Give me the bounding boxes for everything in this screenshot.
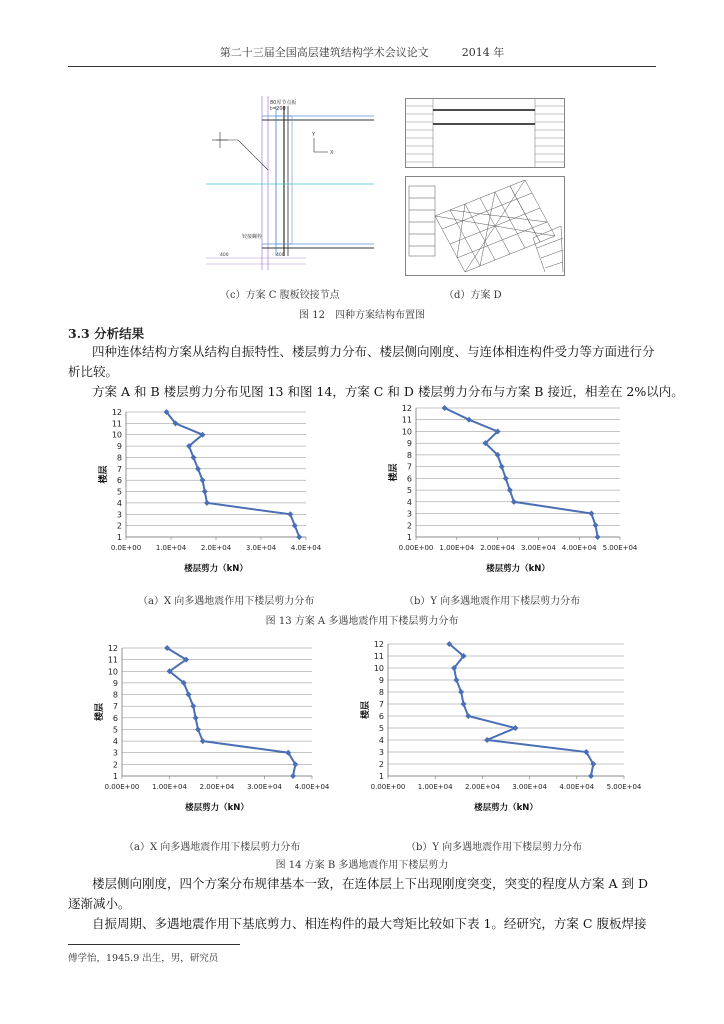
data-point (511, 499, 517, 505)
x-tick-label: 3.0E+04 (245, 544, 277, 552)
y-axis-title: 楼层 (361, 700, 371, 720)
y-tick-label: 8 (406, 450, 412, 460)
detail-label-thickness: t=200 (270, 106, 286, 112)
y-tick-label: 4 (378, 736, 384, 745)
fig12d-elevation-drawing (405, 98, 565, 168)
fig14-sub-a: （a）X 向多遇地震作用下楼层剪力分布 (124, 842, 301, 853)
x-axis-title: 楼层剪力（kN） (185, 803, 249, 813)
x-tick-label: 2.0E+04 (200, 544, 232, 552)
fig13-sub-a: （a）X 向多遇地震作用下楼层剪力分布 (138, 596, 315, 607)
data-point (503, 475, 509, 481)
x-tick-label: 4.00E+04 (294, 783, 330, 791)
y-tick-label: 10 (107, 667, 118, 677)
data-point (195, 466, 201, 472)
x-tick-label: 2.00E+04 (199, 783, 235, 791)
y-tick-label: 9 (378, 676, 384, 685)
paragraph-3: 楼层侧向刚度，四个方案分布规律基本一致，在连体层上下出现刚度突变，突变的程度从方案 A 到 D 逐渐减小。 (68, 876, 648, 911)
data-point (453, 677, 459, 683)
footnote: 傅学怡，1945.9 出生，男，研究员 (68, 953, 219, 964)
y-tick-label: 1 (112, 772, 118, 781)
y-tick-label: 11 (107, 655, 118, 665)
x-tick-label: 1.00E+04 (152, 783, 187, 791)
y-tick-label: 2 (112, 760, 118, 770)
y-tick-label: 12 (373, 640, 384, 649)
y-axis-title: 楼层 (99, 465, 109, 484)
y-tick-label: 12 (107, 644, 118, 653)
y-tick-label: 2 (378, 760, 384, 769)
x-tick-label: 2.00E+04 (480, 544, 515, 552)
y-tick-label: 5 (378, 724, 384, 733)
y-tick-label: 5 (406, 486, 412, 496)
header-rule (68, 66, 656, 67)
paragraph-4: 自振周期、多遇地震作用下基底剪力、相连构件的最大弯矩比较如下表 1。经研究，方案 C 腹板焊接 (92, 916, 647, 931)
y-tick-label: 1 (378, 772, 384, 781)
x-tick-label: 3.00E+04 (512, 783, 547, 791)
y-axis-title: 楼层 (95, 702, 105, 722)
y-tick-label: 6 (112, 713, 118, 723)
data-point (588, 511, 594, 517)
data-point (186, 692, 192, 698)
fig14b-chart (362, 636, 652, 818)
data-point (200, 477, 206, 483)
y-tick-label: 4 (112, 737, 118, 747)
data-point (461, 701, 467, 707)
data-point (458, 689, 464, 695)
y-tick-label: 3 (378, 748, 384, 757)
fig13a-chart (92, 402, 352, 580)
y-axis-title: 楼层 (389, 463, 399, 482)
fig12-sub-d: （d）方案 D (444, 290, 502, 301)
data-point (507, 487, 513, 493)
x-tick-label: 1.00E+04 (439, 544, 475, 552)
y-tick-label: 10 (111, 430, 122, 440)
y-tick-label: 10 (373, 664, 384, 673)
x-tick-label: 4.0E+04 (290, 544, 322, 552)
fig14-caption: 图 14 方案 B 多遇地震作用下楼层剪力 (275, 860, 449, 871)
data-point (593, 522, 599, 528)
series-line (449, 644, 593, 776)
y-tick-label: 1 (406, 533, 412, 542)
x-axis-title: 楼层剪力（kN） (184, 564, 248, 574)
y-tick-label: 12 (111, 408, 122, 417)
detail-label-bolt: 铰接螺栓 (242, 234, 263, 240)
data-point (290, 773, 296, 779)
x-tick-label: 5.00E+04 (606, 783, 642, 791)
y-tick-label: 1 (116, 533, 122, 542)
detail-dim-2: 400 (276, 253, 285, 258)
y-tick-label: 5 (112, 725, 118, 735)
y-tick-label: 7 (406, 462, 412, 472)
y-tick-label: 6 (116, 476, 122, 486)
data-point (499, 464, 505, 470)
fig12d-truss-drawing (405, 176, 565, 276)
fig14-sub-b: （b）Y 向多遇地震作用下楼层剪力分布 (406, 842, 583, 853)
x-tick-label: 2.00E+04 (465, 783, 500, 791)
x-axis-title: 楼层剪力（kN） (474, 803, 538, 813)
x-tick-label: 4.00E+04 (559, 783, 595, 791)
data-point (588, 773, 594, 779)
series-line (445, 408, 598, 537)
fig13-caption: 图 13 方案 A 多遇地震作用下楼层剪力分布 (265, 616, 459, 627)
y-tick-label: 6 (406, 474, 412, 484)
y-tick-label: 3 (406, 509, 412, 519)
data-point (595, 534, 601, 540)
y-tick-label: 11 (373, 652, 384, 661)
data-point (442, 405, 448, 411)
x-tick-label: 0.00E+00 (104, 783, 140, 791)
axis-x-label: X (330, 150, 334, 156)
y-tick-label: 3 (112, 748, 118, 758)
data-point (465, 713, 471, 719)
y-tick-label: 11 (111, 419, 122, 429)
data-point (287, 511, 293, 517)
data-point (191, 454, 197, 460)
y-tick-label: 7 (112, 702, 118, 712)
fig12-sub-c: （c）方案 C 腹板铰接节点 (220, 290, 340, 301)
x-tick-label: 4.00E+04 (561, 544, 597, 552)
x-tick-label: 3.00E+04 (247, 783, 282, 791)
paragraph-1: 四种连体结构方案从结构自振特性、楼层剪力分布、楼层侧向刚度、与连体相连构件受力等方面进行分析比较。 (68, 344, 655, 379)
x-tick-label: 5.00E+04 (602, 544, 638, 552)
x-tick-label: 3.00E+04 (521, 544, 556, 552)
data-point (512, 725, 518, 731)
y-tick-label: 5 (116, 487, 122, 497)
data-point (202, 489, 208, 495)
y-tick-label: 4 (406, 497, 412, 507)
y-tick-label: 9 (116, 442, 122, 452)
data-point (195, 726, 201, 732)
series-line (167, 412, 300, 537)
y-tick-label: 6 (378, 712, 384, 721)
running-header: 第二十三届全国高层建筑结构学术会议论文 2014 年 (219, 46, 505, 59)
y-tick-label: 10 (401, 427, 412, 437)
series-line (167, 648, 295, 776)
y-tick-label: 7 (116, 464, 122, 474)
y-tick-label: 11 (401, 415, 412, 425)
y-tick-label: 4 (116, 498, 122, 508)
fig14a-chart (80, 636, 352, 818)
data-point (200, 738, 206, 744)
x-tick-label: 1.0E+04 (155, 544, 187, 552)
section-heading (68, 324, 144, 342)
paragraph-2: 方案 A 和 B 楼层剪力分布见图 13 和图 14，方案 C 和 D 楼层剪力分布与方案 B 接近，相差在 2%以内。 (92, 384, 684, 399)
y-tick-label: 3 (116, 510, 122, 520)
fig12c-detail-drawing (206, 96, 374, 270)
data-point (292, 523, 298, 529)
fig13b-chart (389, 400, 654, 580)
x-tick-label: 0.00E+00 (398, 544, 434, 552)
y-tick-label: 2 (406, 521, 412, 531)
x-tick-label: 1.00E+04 (417, 783, 453, 791)
fig12-caption: 图 12 四种方案结构布置图 (299, 310, 425, 321)
x-tick-label: 0.00E+00 (370, 783, 406, 791)
data-point (204, 500, 210, 506)
fig13-sub-b: （b）Y 向多遇地震作用下楼层剪力分布 (404, 596, 581, 607)
x-tick-label: 0.0E+00 (110, 544, 142, 552)
data-point (484, 737, 490, 743)
data-point (190, 703, 196, 709)
y-tick-label: 12 (401, 404, 412, 413)
y-tick-label: 2 (116, 521, 122, 531)
section-number: 3.3 (68, 326, 90, 341)
y-tick-label: 7 (378, 700, 384, 709)
axis-y-label: Y (312, 132, 316, 138)
section-title: 分析结果 (94, 326, 145, 341)
data-point (193, 715, 199, 721)
data-point (296, 534, 302, 540)
y-tick-label: 9 (112, 678, 118, 688)
y-tick-label: 8 (112, 690, 118, 700)
detail-dim-1: 400 (220, 253, 229, 258)
y-tick-label: 8 (116, 453, 122, 463)
detail-label-plate: 80厚节点板 (270, 100, 297, 106)
y-tick-label: 9 (406, 439, 412, 449)
y-tick-label: 8 (378, 688, 384, 697)
footnote-rule (68, 944, 240, 945)
x-axis-title: 楼层剪力（kN） (486, 564, 550, 574)
